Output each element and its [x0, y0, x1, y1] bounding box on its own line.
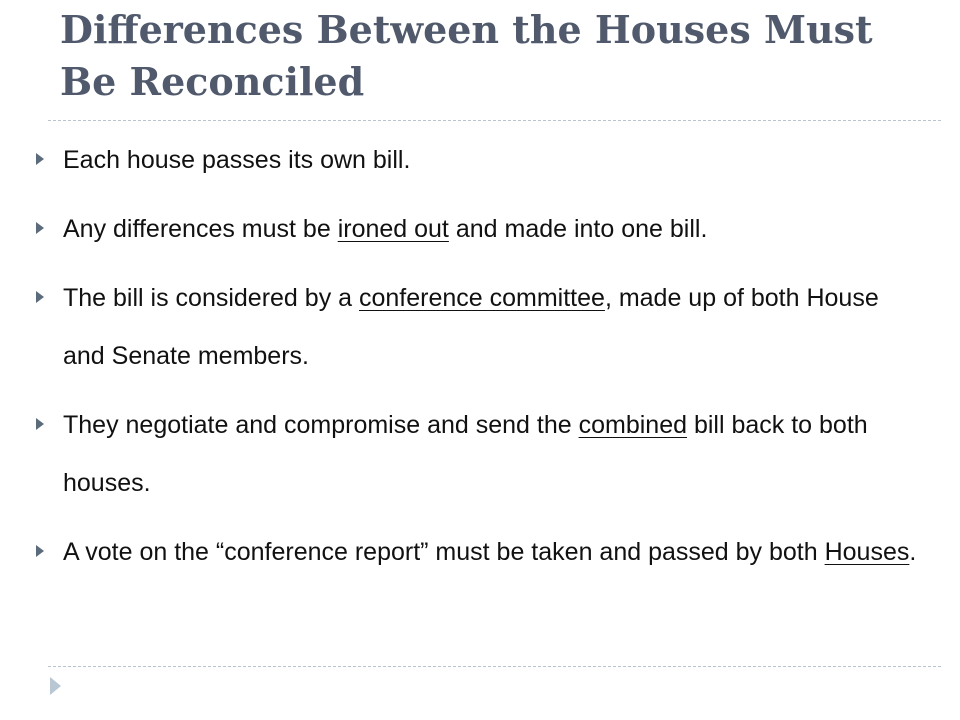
- bullet-item: [36, 131, 926, 189]
- bullet-list: [36, 131, 926, 592]
- triangle-bullet-icon: [36, 153, 44, 165]
- bullet-text: They negotiate and compromise and send the: [63, 411, 579, 439]
- footer-divider: [48, 666, 941, 667]
- triangle-bullet-icon: [36, 418, 44, 430]
- triangle-bullet-icon: [36, 222, 44, 234]
- bullet-item: [36, 396, 926, 512]
- bullet-text: bill back to both houses.: [63, 411, 868, 497]
- bullet-text: Each house passes its own bill.: [63, 146, 411, 174]
- bullet-text: A vote on the “conference report” must be taken and passed by both: [63, 538, 825, 566]
- triangle-bullet-icon: [36, 291, 44, 303]
- bullet-text: .: [909, 538, 917, 566]
- bullet-text: Any differences must be: [63, 215, 338, 243]
- bullet-text: The bill is considered by a: [63, 284, 359, 312]
- bullet-text: , made up of both House and Senate members.: [63, 284, 879, 370]
- underlined-term: Houses: [824, 538, 910, 566]
- triangle-bullet-icon: [36, 545, 44, 557]
- bullet-item: [36, 200, 926, 258]
- footer-triangle-icon: [50, 677, 61, 695]
- underlined-term: combined: [578, 411, 688, 439]
- bullet-item: [36, 269, 926, 385]
- bullet-text: and made into one bill.: [448, 215, 708, 243]
- underlined-term: conference committee: [358, 284, 605, 312]
- title-divider: [48, 120, 941, 121]
- slide-title: Differences Between the Houses Must Be Reconciled: [60, 7, 873, 104]
- bullet-item: [36, 523, 926, 581]
- underlined-term: ironed out: [337, 215, 449, 243]
